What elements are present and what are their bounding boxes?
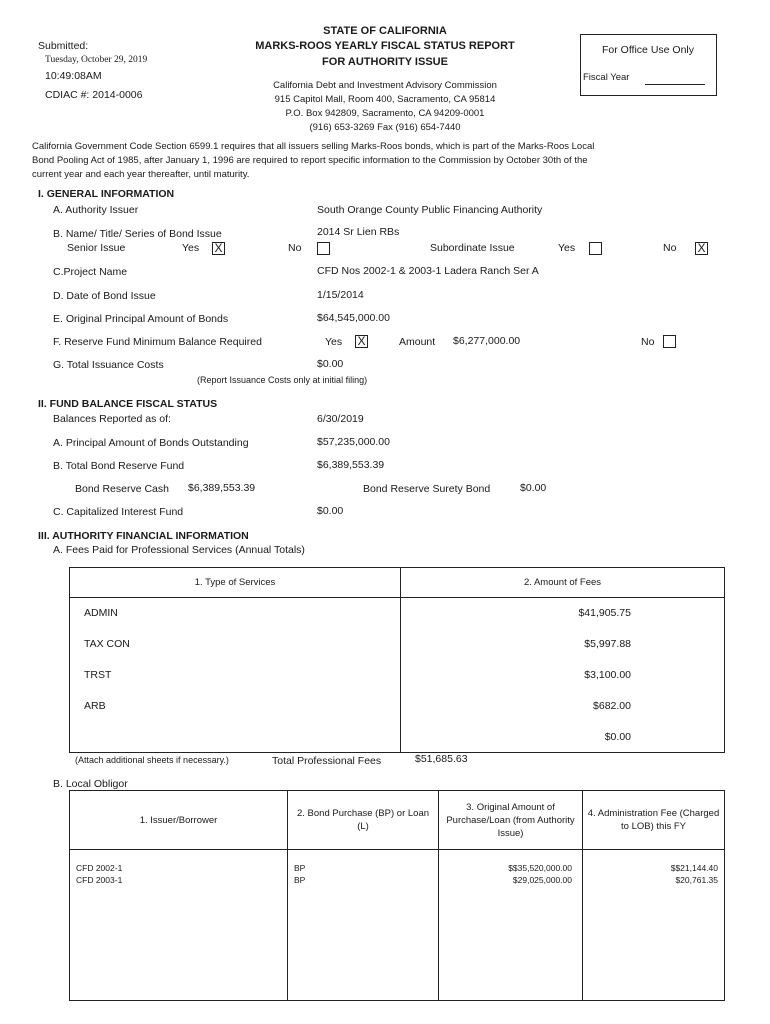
table-row — [70, 850, 725, 1001]
reserve-amount-label: Amount — [399, 336, 436, 348]
subordinate-yes-label: Yes — [558, 242, 576, 254]
reserve-fund-yes-checkbox[interactable]: X — [355, 335, 368, 348]
intro-line-1: California Government Code Section 6599.1 requires that all issuers selling Marks-Roos bonds, which is part of the Marks-Roos Local — [32, 141, 595, 152]
lob-header-issuer: 1. Issuer/Borrower — [70, 791, 288, 850]
office-use-box — [580, 34, 717, 96]
lob-original-amount: $29,025,000.00 — [512, 875, 572, 885]
section-3-heading: III. AUTHORITY FINANCIAL INFORMATION — [38, 530, 249, 542]
fees-amount-cell: $0.00 — [401, 722, 725, 753]
bond-issue-name-label: B. Name/ Title/ Series of Bond Issue — [53, 228, 222, 240]
fees-service-cell: TAX CON — [70, 629, 401, 660]
lob-header-original-amount: 3. Original Amount of Purchase/Loan (from Authority Issue) — [439, 791, 583, 850]
lob-original-amount: $$35,520,000.00 — [508, 863, 572, 873]
fees-amount-cell: $41,905.75 — [401, 598, 725, 629]
subordinate-no-label: No — [663, 242, 677, 254]
reserve-fund-yes-label: Yes — [325, 336, 343, 348]
senior-no-label: No — [288, 242, 302, 254]
lob-admin-fee: $20,761.35 — [675, 875, 718, 885]
fees-amount-cell: $682.00 — [401, 691, 725, 722]
table-row — [70, 660, 725, 691]
fees-header-type: 1. Type of Services — [70, 568, 401, 598]
commission-address-2: P.O. Box 942809, Sacramento, CA 94209-0001 — [285, 108, 485, 119]
bond-issue-date-value: 1/15/2014 — [317, 289, 364, 301]
authority-issuer-value: South Orange County Public Financing Authority — [317, 204, 543, 216]
capitalized-interest-label: C. Capitalized Interest Fund — [53, 506, 184, 518]
total-reserve-fund-value: $6,389,553.39 — [317, 459, 385, 471]
total-reserve-fund-label: B. Total Bond Reserve Fund — [53, 460, 185, 472]
professional-fees-label: A. Fees Paid for Professional Services (Annual Totals) — [53, 544, 305, 556]
form-title-report: MARKS-ROOS YEARLY FISCAL STATUS REPORT — [255, 40, 515, 52]
commission-address-1: 915 Capitol Mall, Room 400, Sacramento, CA 95814 — [274, 94, 496, 105]
original-principal-value: $64,545,000.00 — [317, 312, 390, 324]
form-title-issue: FOR AUTHORITY ISSUE — [322, 56, 448, 68]
fiscal-year-field[interactable] — [645, 84, 705, 85]
lob-issuer-cell — [70, 850, 288, 1001]
lob-issuer: CFD 2003-1 — [76, 875, 123, 885]
issuance-costs-label: G. Total Issuance Costs — [53, 359, 164, 371]
table-row — [70, 598, 725, 629]
project-name-value: CFD Nos 2002-1 & 2003-1 Ladera Ranch Ser A — [317, 265, 539, 277]
attach-sheets-note: (Attach additional sheets if necessary.) — [75, 755, 229, 765]
fees-amount-cell: $3,100.00 — [401, 660, 725, 691]
form-title-state: STATE OF CALIFORNIA — [323, 25, 447, 37]
reserve-cash-label: Bond Reserve Cash — [75, 483, 169, 495]
authority-issuer-label: A. Authority Issuer — [53, 204, 139, 216]
issuance-costs-value: $0.00 — [317, 358, 344, 370]
senior-no-checkbox[interactable] — [317, 242, 330, 255]
submitted-date: Tuesday, October 29, 2019 — [45, 55, 148, 65]
local-obligor-table — [69, 790, 725, 1001]
reserve-cash-value: $6,389,553.39 — [188, 482, 256, 494]
fees-service-cell: ADMIN — [70, 598, 401, 629]
reserve-surety-label: Bond Reserve Surety Bond — [363, 483, 491, 495]
commission-phone: (916) 653-3269 Fax (916) 654-7440 — [309, 122, 461, 133]
total-professional-fees-label: Total Professional Fees — [272, 755, 382, 767]
reserve-fund-no-label: No — [641, 336, 655, 348]
principal-outstanding-label: A. Principal Amount of Bonds Outstanding — [53, 437, 249, 449]
senior-yes-checkbox[interactable]: X — [212, 242, 225, 255]
table-row — [70, 691, 725, 722]
intro-line-3: current year and each year thereafter, until maturity. — [32, 169, 250, 180]
senior-yes-label: Yes — [182, 242, 200, 254]
office-use-label: For Office Use Only — [602, 44, 694, 56]
project-name-label: C.Project Name — [53, 266, 128, 278]
lob-type-cell — [288, 850, 439, 1001]
principal-outstanding-value: $57,235,000.00 — [317, 436, 390, 448]
balances-as-of-value: 6/30/2019 — [317, 413, 364, 425]
cdiac-number: CDIAC #: 2014-0006 — [45, 89, 143, 101]
original-principal-label: E. Original Principal Amount of Bonds — [53, 313, 229, 325]
submitted-label: Submitted: — [38, 40, 89, 52]
reserve-fund-label: F. Reserve Fund Minimum Balance Required — [53, 336, 262, 348]
reserve-surety-value: $0.00 — [520, 482, 547, 494]
fees-amount-cell: $5,997.88 — [401, 629, 725, 660]
table-row — [70, 722, 725, 753]
senior-issue-label: Senior Issue — [67, 242, 126, 254]
local-obligor-label: B. Local Obligor — [53, 778, 128, 790]
fees-header-amount: 2. Amount of Fees — [401, 568, 725, 598]
lob-original-cell — [439, 850, 583, 1001]
lob-fee-cell — [583, 850, 725, 1001]
lob-issuer: CFD 2002-1 — [76, 863, 123, 873]
reserve-amount-value: $6,277,000.00 — [453, 335, 521, 347]
section-1-heading: I. GENERAL INFORMATION — [38, 188, 175, 200]
subordinate-no-checkbox[interactable]: X — [695, 242, 708, 255]
fees-service-cell — [70, 722, 401, 753]
professional-fees-table — [69, 567, 725, 753]
lob-type: BP — [294, 875, 306, 885]
bond-issue-name-value: 2014 Sr Lien RBs — [317, 226, 400, 238]
commission-name: California Debt and Investment Advisory Commission — [273, 80, 497, 91]
section-2-heading: II. FUND BALANCE FISCAL STATUS — [38, 398, 218, 410]
table-row — [70, 629, 725, 660]
lob-admin-fee: $$21,144.40 — [670, 863, 718, 873]
lob-type: BP — [294, 863, 306, 873]
reserve-fund-no-checkbox[interactable] — [663, 335, 676, 348]
bond-issue-date-label: D. Date of Bond Issue — [53, 290, 156, 302]
balances-as-of-label: Balances Reported as of: — [53, 413, 171, 425]
subordinate-issue-label: Subordinate Issue — [430, 242, 515, 254]
capitalized-interest-value: $0.00 — [317, 505, 344, 517]
issuance-costs-note: (Report Issuance Costs only at initial filing) — [197, 375, 368, 385]
intro-line-2: Bond Pooling Act of 1985, after January 1, 1996 are required to report specific information to the Commission by October 30th of the — [32, 155, 588, 166]
subordinate-yes-checkbox[interactable] — [589, 242, 602, 255]
fees-service-cell: ARB — [70, 691, 401, 722]
total-professional-fees-value: $51,685.63 — [415, 753, 468, 765]
fiscal-year-label: Fiscal Year — [583, 72, 630, 83]
lob-header-purchase-type: 2. Bond Purchase (BP) or Loan (L) — [288, 791, 439, 850]
fees-service-cell: TRST — [70, 660, 401, 691]
lob-header-admin-fee: 4. Administration Fee (Charged to LOB) this FY — [583, 791, 725, 850]
submitted-time: 10:49:08AM — [45, 70, 102, 82]
